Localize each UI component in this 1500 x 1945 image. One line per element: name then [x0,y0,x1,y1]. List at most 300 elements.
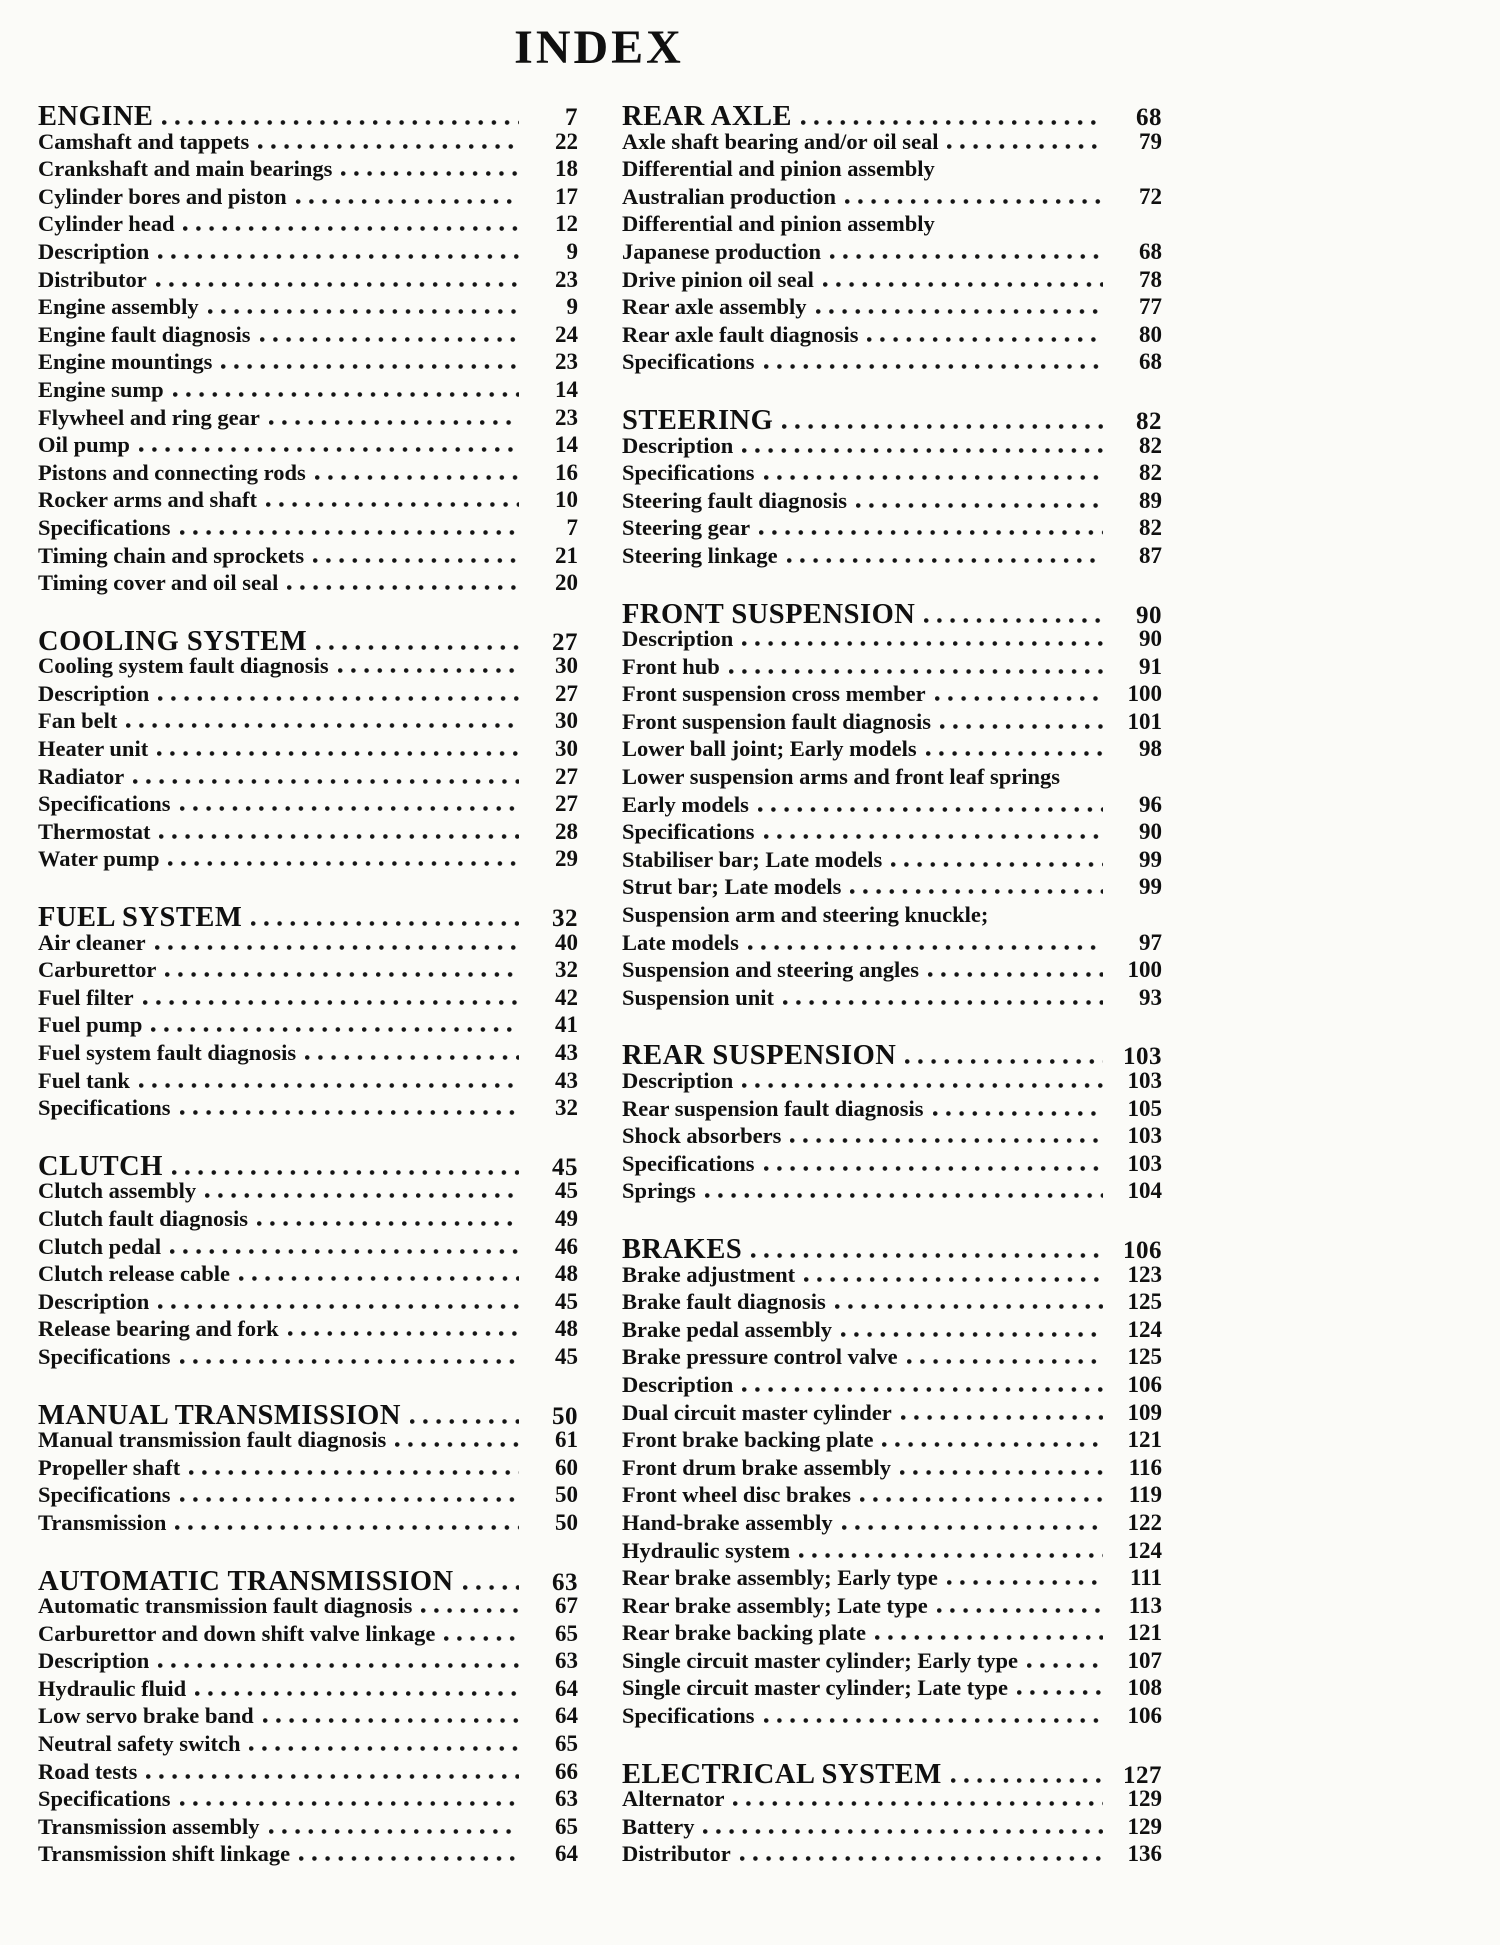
entry-label: Specifications [38,791,171,817]
entry-label: Flywheel and ring gear [38,404,260,430]
entry-page-number: 103 [1127,1068,1162,1093]
leader-dots [705,1193,1103,1198]
entry-label: Front drum brake assembly [622,1454,891,1480]
leader-dots [133,779,519,784]
entry-page-number: 40 [555,929,578,955]
leader-dots [856,503,1103,508]
entry-label: Crankshaft and main bearings [38,156,333,182]
entry-label: Clutch pedal [38,1233,162,1259]
index-entry [622,294,1162,322]
index-section [622,1759,1162,1869]
entry-label: Carburettor and down shift valve linkage [38,1620,436,1646]
index-entry [622,681,1162,709]
leader-dots [947,1580,1103,1585]
index-entry [622,1620,1162,1648]
entry-label: Specifications [38,1095,171,1121]
entry-page-number: 63 [555,1786,578,1812]
entry-page-number: 43 [555,1067,578,1093]
leader-dots [338,668,519,673]
entry-page-number: 125 [1127,1344,1162,1370]
index-entry [622,819,1162,847]
entry-page-number: 90 [1139,626,1162,652]
entry-page-number: 50 [555,1509,578,1535]
leader-dots [155,945,519,950]
leader-dots [189,1470,519,1475]
entry-label: Hydraulic system [622,1537,791,1563]
index-entry [38,1316,578,1344]
leader-dots [742,1083,1103,1088]
index-entry [38,405,578,433]
leader-dots [151,1027,519,1032]
entry-page-number: 48 [555,1316,578,1342]
index-entry [38,487,578,515]
entry-label: Description [622,1068,734,1093]
section-page-number: 90 [1136,601,1162,629]
section-title: ENGINE [38,101,154,132]
entry-label: Specifications [38,1343,171,1369]
entry-page-number: 96 [1139,791,1162,817]
leader-dots [313,558,519,563]
index-entry [622,543,1162,571]
index-entry [38,1012,578,1040]
page-title: INDEX [514,21,684,74]
entry-label: Rocker arms and shaft [38,487,257,513]
entry-page-number: 129 [1127,1786,1162,1812]
entry-page-number: 67 [555,1593,578,1619]
index-entry [38,957,578,985]
leader-dots [758,807,1103,812]
leader-dots [263,1718,519,1723]
leader-dots [905,1059,1103,1064]
entry-page-number: 65 [555,1620,578,1646]
section-title: REAR SUSPENSION [622,1040,897,1072]
entry-label: Single circuit master cylinder; Early type [622,1647,1018,1673]
entry-label: Brake pressure control valve [622,1344,898,1370]
entry-label: Carburettor [38,957,157,983]
entry-label: Front brake backing plate [622,1427,874,1453]
entry-page-number: 72 [1139,183,1162,209]
index-section [38,902,578,1123]
entry-label: Early models [622,791,749,817]
entry-page-number: 66 [555,1758,578,1784]
leader-dots [740,1856,1103,1861]
index-entry [622,654,1162,682]
entry-label: Specifications [622,460,755,486]
entry-page-number: 49 [555,1205,578,1231]
entry-label: Specifications [622,1150,755,1176]
entry-label: Rear brake backing plate [622,1620,866,1646]
entry-label: Low servo brake band [38,1703,254,1729]
index-entry [38,1786,578,1814]
index-entry [38,543,578,571]
index-entry [38,1648,578,1676]
leader-dots [764,364,1104,369]
entry-page-number: 32 [555,957,578,983]
entry-page-number: 113 [1128,1592,1162,1618]
entry-page-number: 65 [555,1731,578,1757]
index-columns [38,101,1500,1869]
entry-page-number: 87 [1139,542,1162,568]
index-entry [38,708,578,736]
leader-dots [139,1083,519,1088]
index-entry [38,1703,578,1731]
entry-page-number: 64 [555,1841,578,1867]
leader-dots [143,1000,519,1005]
entry-label: Hydraulic fluid [38,1675,187,1701]
index-section [622,1234,1162,1731]
entry-label: Neutral safety switch [38,1731,241,1757]
left-column [38,101,578,1869]
entry-label: Rear brake assembly; Late type [622,1592,928,1618]
leader-dots [251,921,519,926]
entry-page-number: 121 [1127,1427,1162,1453]
leader-dots [816,309,1103,314]
entry-page-number: 27 [555,791,578,817]
leader-dots [801,120,1103,125]
entry-label: Description [622,432,734,458]
index-entry [38,1621,578,1649]
leader-dots [395,1442,519,1447]
index-entry [622,515,1162,543]
index-entry [38,129,578,157]
entry-page-number: 64 [555,1703,578,1729]
entry-label: Stabiliser bar; Late models [622,846,883,872]
entry-label: Distributor [38,266,147,292]
leader-dots [257,1221,519,1226]
leader-dots [875,1635,1103,1640]
entry-page-number: 124 [1127,1537,1162,1563]
entry-label: Engine assembly [38,294,199,320]
leader-dots [703,1829,1103,1834]
entry-page-number: 108 [1127,1675,1162,1701]
entry-label: Fuel filter [38,984,134,1010]
leader-dots [221,364,519,369]
index-entry [38,1068,578,1096]
entry-label: Differential and pinion assembly [622,211,935,237]
entry-page-number: 23 [555,404,578,430]
leader-dots [764,1718,1104,1723]
entry-page-number: 43 [555,1040,578,1065]
leader-dots [269,1829,520,1834]
entry-label: Clutch release cable [38,1261,231,1287]
entry-label: Description [38,238,150,264]
index-entry [622,764,1162,792]
entry-label: Suspension and steering angles [622,957,919,983]
entry-label: Transmission [38,1509,167,1535]
leader-dots [175,1525,519,1530]
leader-dots [790,1138,1103,1143]
entry-page-number: 106 [1127,1371,1162,1397]
leader-dots [180,806,520,811]
index-entry [38,1510,578,1538]
section-page-number: 82 [1136,407,1162,435]
section-row [38,1565,578,1597]
section-row [622,598,1162,630]
entry-label: Cylinder head [38,211,175,237]
entry-label: Cooling system fault diagnosis [38,653,329,679]
entry-label: Front suspension fault diagnosis [622,708,932,734]
index-entry [38,294,578,322]
entry-label: Engine sump [38,376,164,402]
entry-label: Rear brake assembly; Early type [622,1565,938,1591]
entry-page-number: 50 [555,1482,578,1508]
index-entry [38,1482,578,1510]
leader-dots [823,282,1103,287]
entry-page-number: 27 [555,763,578,789]
index-entry [622,1482,1162,1510]
index-entry [38,570,578,598]
entry-label: Front wheel disc brakes [622,1482,851,1508]
index-entry [38,211,578,239]
entry-label: Radiator [38,763,125,789]
entry-label: Brake pedal assembly [622,1316,833,1342]
leader-dots [940,724,1103,729]
entry-page-number: 109 [1127,1399,1162,1425]
entry-label: Suspension unit [622,984,774,1010]
index-section [622,405,1162,571]
index-entry [38,1841,578,1869]
entry-label: Description [38,1648,150,1674]
entry-page-number: 14 [555,376,578,402]
entry-label: Air cleaner [38,929,146,955]
entry-page-number: 122 [1127,1509,1162,1535]
entry-page-number: 82 [1139,515,1162,541]
index-entry [38,1040,578,1068]
section-title: FRONT SUSPENSION [622,598,916,630]
entry-label: Strut bar; Late models [622,874,842,900]
index-entry [622,1372,1162,1400]
leader-dots [463,1585,519,1590]
leader-dots [287,585,519,590]
entry-page-number: 91 [1139,653,1162,679]
entry-page-number: 30 [555,736,578,762]
leader-dots [180,530,520,535]
entry-page-number: 80 [1139,321,1162,347]
leader-dots [900,1470,1103,1475]
index-entry [38,267,578,295]
entry-label: Lower suspension arms and front leaf springs [622,764,1060,790]
entry-label: Japanese production [622,238,821,264]
entry-label: Transmission assembly [38,1813,260,1839]
leader-dots [315,475,519,480]
entry-page-number: 16 [555,459,578,485]
entry-page-number: 123 [1127,1261,1162,1287]
index-entry [622,1565,1162,1593]
index-entry [622,267,1162,295]
index-entry [38,764,578,792]
entry-page-number: 63 [555,1648,578,1674]
entry-page-number: 65 [555,1813,578,1839]
entry-label: Description [38,680,150,706]
section-title: REAR AXLE [622,101,792,132]
index-entry [622,488,1162,516]
leader-dots [208,309,519,314]
entry-page-number: 121 [1127,1620,1162,1646]
entry-page-number: 106 [1127,1703,1162,1729]
leader-dots [266,502,519,507]
index-entry [38,985,578,1013]
section-row [622,101,1162,132]
leader-dots [444,1636,519,1641]
leader-dots [288,1331,519,1336]
leader-dots [1017,1690,1103,1695]
index-entry [622,1538,1162,1566]
leader-dots [850,889,1103,894]
index-entry [622,184,1162,212]
leader-dots [158,696,519,701]
section-page-number: 127 [1123,1761,1162,1789]
leader-dots [860,1497,1103,1502]
entry-label: Release bearing and fork [38,1316,279,1342]
section-row [38,902,578,934]
leader-dots [842,1525,1103,1530]
index-entry [622,1455,1162,1483]
index-entry [38,1427,578,1455]
index-entry [38,1344,578,1372]
entry-label: Axle shaft bearing and/or oil seal [622,128,939,154]
index-entry [622,460,1162,488]
entry-page-number: 9 [566,294,578,320]
entry-label: Distributor [622,1841,731,1867]
entry-page-number: 100 [1127,957,1162,983]
leader-dots [759,530,1103,535]
leader-dots [269,420,519,425]
index-entry [622,1178,1162,1206]
entry-page-number: 99 [1139,846,1162,872]
entry-label: Rear suspension fault diagnosis [622,1095,924,1121]
entry-label: Front suspension cross member [622,681,926,707]
entry-page-number: 60 [555,1454,578,1480]
entry-page-number: 97 [1139,929,1162,955]
leader-dots [158,254,519,259]
entry-label: Rear axle assembly [622,294,807,320]
leader-dots [157,751,519,756]
leader-dots [139,447,519,452]
entry-label: Heater unit [38,736,149,762]
entry-page-number: 61 [555,1427,578,1453]
leader-dots [748,945,1103,950]
entry-page-number: 45 [555,1178,578,1204]
entry-page-number: 129 [1127,1813,1162,1839]
index-section [38,626,578,874]
index-section [38,1151,578,1372]
index-section [38,1400,578,1538]
entry-label: Description [622,1371,734,1397]
entry-page-number: 10 [555,487,578,513]
entry-label: Timing chain and sprockets [38,542,305,568]
entry-label: Water pump [38,846,160,872]
index-entry [622,1123,1162,1151]
entry-page-number: 98 [1139,736,1162,762]
index-entry [622,1814,1162,1842]
entry-label: Clutch assembly [38,1178,197,1204]
entry-label: Description [622,626,734,652]
index-entry [38,1455,578,1483]
entry-page-number: 105 [1127,1095,1162,1121]
index-entry [38,1261,578,1289]
index-entry [622,1703,1162,1731]
leader-dots [841,1332,1103,1337]
section-title: STEERING [622,404,774,436]
entry-page-number: 93 [1139,984,1162,1010]
leader-dots [799,1553,1103,1558]
leader-dots [787,558,1103,563]
leader-dots [867,337,1103,342]
entry-label: Specifications [38,1786,171,1812]
section-row [38,1150,578,1182]
index-entry [38,1814,578,1842]
index-entry [622,1510,1162,1538]
index-entry [622,349,1162,377]
index-entry [622,1648,1162,1676]
section-row [38,101,578,132]
entry-label: Specifications [622,1703,755,1729]
leader-dots [170,1249,519,1254]
entry-label: Automatic transmission fault diagnosis [38,1593,413,1619]
entry-label: Clutch fault diagnosis [38,1205,249,1231]
entry-page-number: 119 [1128,1482,1162,1508]
section-title: ELECTRICAL SYSTEM [622,1758,942,1790]
entry-label: Engine fault diagnosis [38,321,251,347]
entry-page-number: 103 [1127,1150,1162,1176]
leader-dots [172,1170,519,1175]
entry-label: Thermostat [38,818,151,844]
leader-dots [764,834,1104,839]
index-section [38,101,578,598]
entry-page-number: 82 [1139,432,1162,458]
index-entry [38,791,578,819]
leader-dots [239,1276,519,1281]
leader-dots [158,1663,519,1668]
leader-dots [742,641,1103,646]
leader-dots [804,1277,1103,1282]
leader-dots [305,1055,519,1060]
leader-dots [316,645,519,650]
leader-dots [180,1497,520,1502]
leader-dots [882,1442,1103,1447]
index-entry [622,1427,1162,1455]
leader-dots [195,1691,519,1696]
entry-label: Oil pump [38,432,130,458]
index-entry [622,1151,1162,1179]
entry-page-number: 9 [566,238,578,264]
section-page-number: 106 [1123,1236,1162,1264]
index-entry [622,874,1162,902]
leader-dots [907,1359,1103,1364]
entry-label: Front hub [622,653,720,679]
leader-dots [733,1801,1103,1806]
index-entry [622,239,1162,267]
index-section [622,101,1162,377]
entry-page-number: 116 [1128,1454,1162,1480]
section-row [38,625,578,657]
entry-label: Brake adjustment [622,1261,796,1287]
leader-dots [933,1111,1103,1116]
entry-page-number: 79 [1139,128,1162,154]
index-entry [38,681,578,709]
entry-label: Pistons and connecting rods [38,459,306,485]
leader-dots [764,1166,1104,1171]
index-entry [38,322,578,350]
entry-label: Specifications [38,514,171,540]
entry-label: Timing cover and oil seal [38,570,279,596]
index-entry [38,1289,578,1317]
index-entry [38,1178,578,1206]
leader-dots [410,1419,519,1424]
entry-page-number: 99 [1139,874,1162,900]
leader-dots [928,972,1103,977]
leader-dots [937,1608,1103,1613]
